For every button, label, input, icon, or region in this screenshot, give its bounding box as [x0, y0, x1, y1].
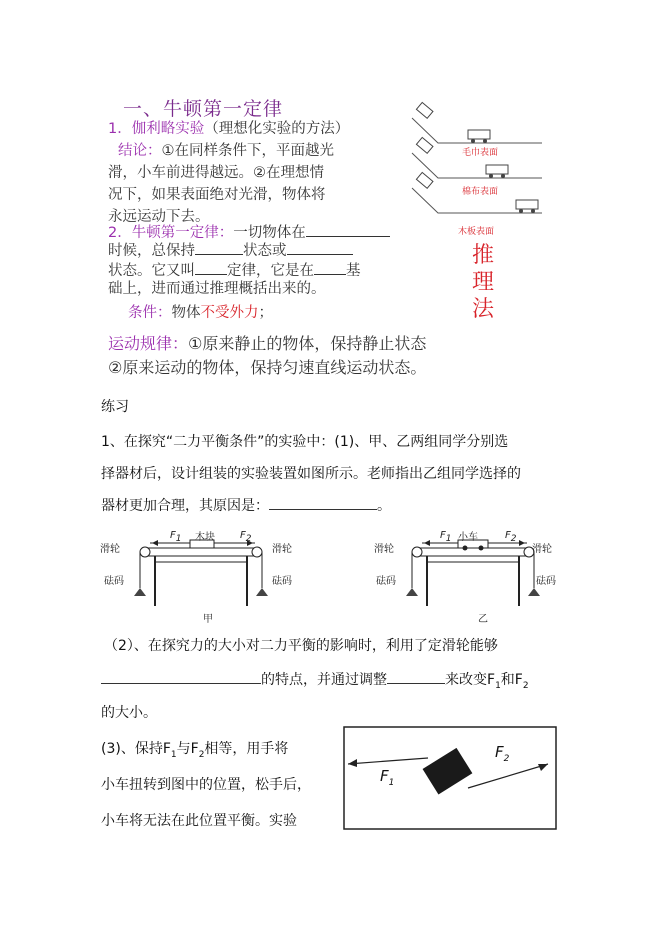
conclusion-line-4: 永远运动下去。 [108, 209, 210, 225]
law-blank-1 [306, 222, 390, 237]
law-line-4: 础上，进而通过推理概括出来的。 [108, 281, 326, 297]
slide-heading: 一、牛顿第一定律 [123, 98, 284, 120]
motion-line-1: 运动规律：①原来静止的物体，保持静止状态 [108, 334, 427, 353]
jia-caption: 甲 [203, 614, 213, 625]
q2-line-1: （2）、在探究力的大小对二力平衡的影响时，利用了定滑轮能够 [104, 638, 498, 654]
law-blank-2 [195, 240, 243, 255]
conclusion-line-1: 结论：①在同样条件下，平面越光 [118, 143, 334, 159]
yi-weight-left: 砝码 [376, 576, 396, 587]
conclusion-line-2: 滑，小车前进得越远。②在理想情 [108, 165, 324, 181]
ramp-towel [412, 102, 542, 143]
q1-line-1: 1、在探究“二力平衡条件”的实验中：(1)、甲、乙两组同学分别选 [101, 434, 509, 450]
jia-weight-right: 砝码 [272, 576, 292, 587]
law-line-3: 状态。它又叫 定律，它是在 基 [108, 260, 361, 282]
surface-label-wood: 木板表面 [458, 227, 495, 237]
conclusion-line-3: 况下，如果表面绝对光滑，物体将 [108, 187, 326, 203]
q2-blank-2 [387, 669, 445, 684]
inclined-plane-diagrams [408, 98, 546, 238]
jia-block-label: 木块 [195, 532, 215, 543]
q2-blank-1 [101, 669, 261, 684]
exercise-title: 练习 [101, 399, 129, 415]
law-blank-5 [314, 260, 346, 275]
figure-twisted-cart [343, 726, 557, 830]
law-blank-3 [287, 240, 353, 255]
q1-line-2: 择器材后，设计组装的实验装置如图所示。老师指出乙组同学选择的 [101, 466, 521, 482]
q2-line-3: 的大小。 [101, 705, 157, 721]
q3-line-1: (3)、保持$F_1$与$F_2$相等，用手将 [101, 741, 289, 760]
jia-pulley-right: 滑轮 [272, 544, 292, 555]
jia-pulley-left: 滑轮 [100, 544, 120, 555]
law-line-1: 2．牛顿第一定律：一切物体在 [108, 222, 390, 244]
yi-cart-label: 小车 [458, 532, 478, 543]
surface-label-towel: 毛巾表面 [462, 148, 499, 158]
yi-caption: 乙 [478, 614, 488, 625]
motion-line-2: ②原来运动的物体，保持匀速直线运动状态。 [108, 358, 427, 377]
yi-pulley-right: 滑轮 [532, 544, 552, 555]
twist-f2: $F_2$ [495, 743, 510, 764]
q1-blank [269, 495, 377, 510]
yi-weight-right: 砝码 [536, 576, 556, 587]
inference-method-label: 推 理 法 [471, 243, 494, 322]
twist-f1: $F_1$ [380, 767, 395, 788]
surface-label-cotton: 棉布表面 [462, 187, 499, 197]
jia-f1: $F_1$ [170, 530, 182, 544]
q1-line-3: 器材更加合理，其原因是： 。 [101, 490, 391, 523]
law-line-2: 时候，总保持 状态或 [108, 240, 353, 262]
law-blank-4 [195, 260, 227, 275]
q3-line-2: 小车扭转到图中的位置，松手后， [101, 777, 311, 793]
q3-line-3: 小车将无法在此位置平衡。实验 [101, 813, 297, 829]
condition-line: 条件：物体不受外力； [128, 305, 273, 321]
yi-pulley-left: 滑轮 [374, 544, 394, 555]
jia-f2: $F_2$ [240, 530, 252, 544]
q2-line-2: 的特点，并通过调整 来改变$F_1$和$F_2$ [101, 664, 529, 703]
yi-f1: $F_1$ [440, 530, 452, 544]
jia-weight-left: 砝码 [104, 576, 124, 587]
galileo-title: 1．伽利略实验（理想化实验的方法） [108, 121, 350, 137]
yi-f2: $F_2$ [505, 530, 517, 544]
